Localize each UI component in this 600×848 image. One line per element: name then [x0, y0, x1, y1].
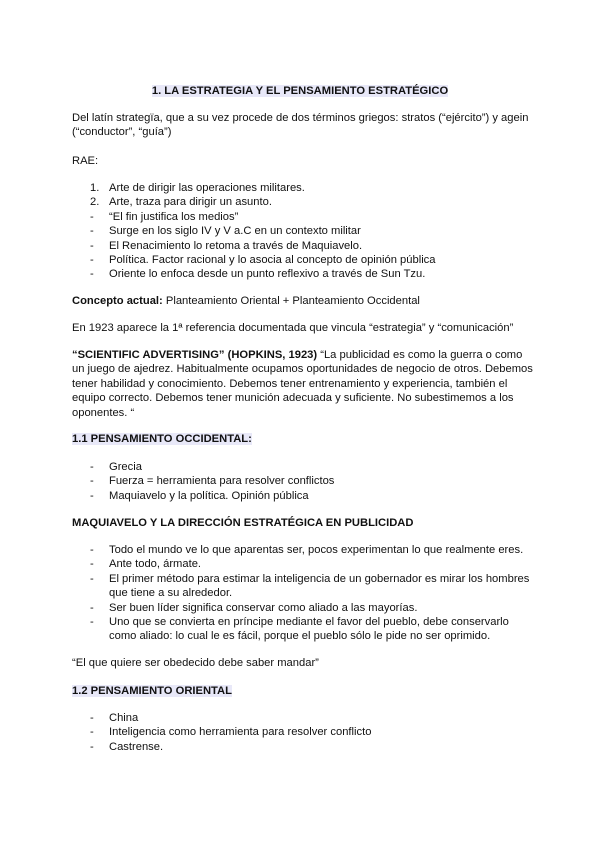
- list-marker: -: [90, 601, 94, 614]
- list-item: [72, 725, 534, 739]
- list-item: [72, 460, 534, 474]
- list-item: [72, 543, 534, 557]
- list-marker: -: [90, 210, 94, 223]
- list-item-text: Ser buen líder significa conservar como aliado a las mayorías.: [109, 601, 418, 614]
- list-item-text: Castrense.: [109, 740, 164, 753]
- rae-list: [72, 181, 534, 282]
- list-item-text: Política. Factor racional y lo asocia al concepto de opinión pública: [109, 254, 436, 267]
- ref-1923-paragraph: En 1923 aparece la 1ª referencia documentada que vincula “estrategia” y “comunicación”: [72, 322, 514, 334]
- section-heading-text: 1.1 PENSAMIENTO OCCIDENTAL:: [72, 433, 252, 445]
- list-item: [72, 195, 534, 209]
- section-heading-maquiavelo: MAQUIAVELO Y LA DIRECCIÓN ESTRATÉGICA EN PUBLICIDAD: [72, 517, 414, 529]
- list-item: [72, 489, 534, 503]
- list-item-text: “El fin justifica los medios”: [109, 210, 239, 223]
- intro-paragraph: Del latín strategïa, que a su vez procede de dos términos griegos: stratos (“ejército”) y agein (“conductor”, “guía”): [72, 112, 529, 139]
- list-item: [72, 210, 534, 224]
- section-heading-text: 1.2 PENSAMIENTO ORIENTAL: [72, 685, 232, 697]
- list-item-text: Arte, traza para dirigir un asunto.: [109, 196, 272, 209]
- list-item: [72, 601, 534, 615]
- maquiavelo-list: [72, 543, 534, 644]
- rae-label: RAE:: [72, 155, 99, 167]
- occidental-list: [72, 460, 534, 503]
- list-item: [72, 572, 534, 601]
- list-marker: -: [90, 544, 94, 556]
- list-marker: -: [90, 572, 94, 585]
- list-item: [72, 711, 534, 725]
- scientific-advertising-quote: “La publicidad es como la guerra o como un juego de ajedrez. Habitualmente ocupamos oportunidades de negocio de otros. Debemos tener habilidad y conocimiento. Debemos tener entrenamiento y experiencia, también el equipo correcto. Debemos tener munición adecuada y suficiente. No subestimemos a los oponentes. “: [72, 349, 533, 419]
- list-marker: -: [90, 712, 94, 724]
- list-item: [72, 181, 534, 195]
- list-item-text: Todo el mundo ve lo que aparentas ser, pocos experimentan lo que realmente eres.: [109, 544, 524, 556]
- list-marker: -: [90, 475, 94, 488]
- section-heading-oriental: [72, 684, 534, 698]
- list-item-text: Ante todo, ármate.: [109, 558, 202, 571]
- list-marker: -: [90, 254, 94, 267]
- list-marker: -: [90, 726, 94, 739]
- oriental-list: [72, 711, 534, 754]
- page-title-text: 1. LA ESTRATEGIA Y EL PENSAMIENTO ESTRATÉGICO: [151, 85, 449, 97]
- list-item: [72, 239, 534, 253]
- list-marker: -: [90, 268, 94, 281]
- list-marker: -: [90, 461, 94, 473]
- list-marker: -: [90, 616, 94, 629]
- list-item-text: Fuerza = herramienta para resolver conflictos: [109, 475, 335, 488]
- list-item-text: El Renacimiento lo retoma a través de Maquiavelo.: [109, 239, 363, 252]
- list-item-text: Grecia: [109, 461, 142, 473]
- list-marker: -: [90, 740, 94, 753]
- list-item-text: Maquiavelo y la política. Opinión pública: [109, 489, 309, 502]
- list-item-text: Inteligencia como herramienta para resolver conflicto: [109, 726, 372, 739]
- list-marker: 2.: [90, 196, 100, 209]
- list-item: [72, 253, 534, 267]
- concepto-actual-paragraph: [72, 294, 534, 308]
- obedecido-quote: “El que quiere ser obedecido debe saber mandar”: [72, 657, 319, 669]
- list-item-text: China: [109, 712, 139, 724]
- list-marker: -: [90, 225, 94, 238]
- concepto-actual-label: Concepto actual:: [72, 295, 163, 307]
- list-marker: -: [90, 489, 94, 502]
- list-item: [72, 474, 534, 488]
- list-item: [72, 740, 534, 754]
- list-marker: -: [90, 239, 94, 252]
- page-title: [0, 84, 600, 98]
- list-marker: 1.: [90, 182, 100, 194]
- list-item: [72, 267, 534, 281]
- list-item-text: Oriente lo enfoca desde un punto reflexivo a través de Sun Tzu.: [109, 268, 426, 281]
- list-item: [72, 557, 534, 571]
- list-item: [72, 615, 534, 644]
- list-item-text: Surge en los siglo IV y V a.C en un contexto militar: [109, 225, 361, 238]
- list-item-text: Uno que se convierta en príncipe mediante el favor del pueblo, debe conservarlo como aliado: lo cual le es fácil, porque el pueblo sólo le pide no ser oprimido.: [109, 616, 509, 643]
- scientific-advertising-paragraph: [72, 348, 534, 420]
- scientific-advertising-label: “SCIENTIFIC ADVERTISING” (HOPKINS, 1923): [72, 349, 318, 361]
- list-marker: -: [90, 558, 94, 571]
- section-heading-occidental: [72, 432, 534, 446]
- list-item-text: El primer método para estimar la inteligencia de un gobernador es mirar los hombres que tiene a su alrededor.: [109, 572, 530, 600]
- concepto-actual-text: Planteamiento Oriental + Planteamiento Occidental: [162, 295, 420, 307]
- list-item: [72, 224, 534, 238]
- list-item-text: Arte de dirigir las operaciones militares.: [109, 182, 305, 194]
